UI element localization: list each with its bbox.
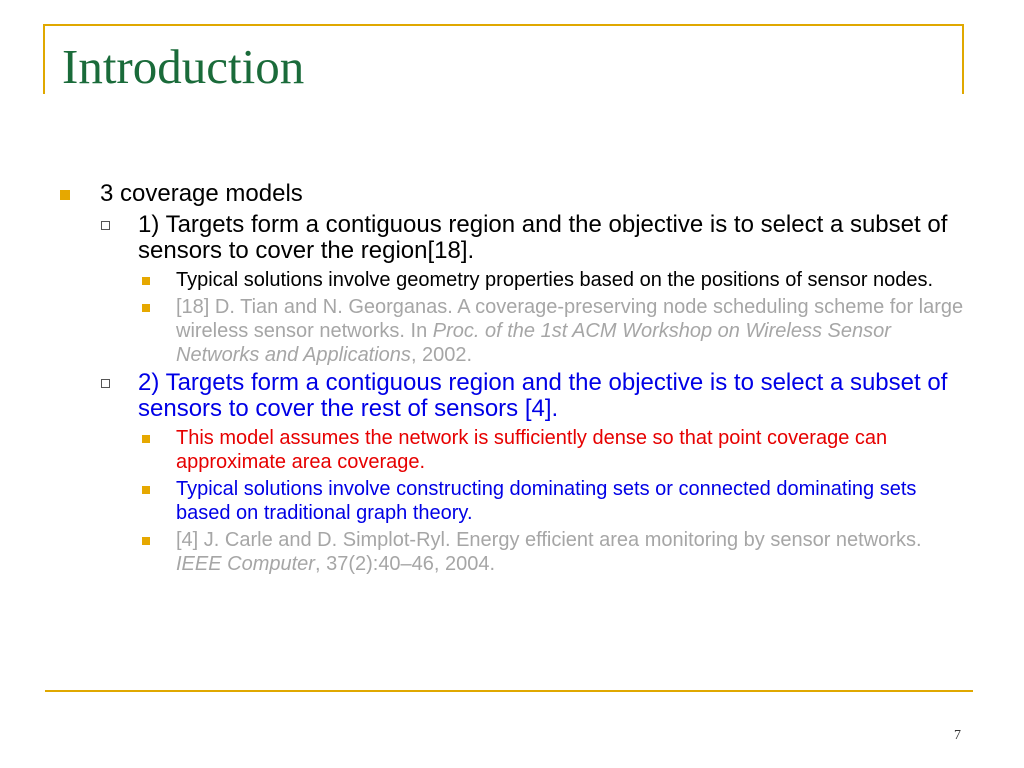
reference-text: [18] D. Tian and N. Georganas. A coverage-preserving node scheduling scheme for large wireless sensor networks. In	[176, 296, 964, 342]
hollow-square-bullet-icon	[101, 379, 110, 388]
reference-text: [4] J. Carle and D. Simplot-Ryl. Energy efficient area monitoring by sensor networks.	[176, 529, 922, 551]
bullet-text: Typical solutions involve constructing dominating sets or connected dominating sets based on traditional graph theory.	[176, 478, 917, 524]
bullet-text: 1) Targets form a contiguous region and the objective is to select a subset of sensors to cover the region[18].	[138, 211, 948, 264]
reference-venue: Proc. of the 1st ACM Workshop on Wireless Sensor Networks and Applications	[176, 320, 891, 366]
bullet-text: 3 coverage models	[100, 180, 303, 207]
square-bullet-icon	[60, 190, 70, 200]
bullet-model-2-reference	[60, 528, 970, 576]
page-number: 7	[954, 728, 961, 743]
bullet-model-2	[60, 370, 970, 422]
reference-details: , 37(2):40–46, 2004.	[314, 553, 496, 575]
bullet-list	[60, 180, 970, 579]
frame-top-rule	[43, 24, 964, 26]
bullet-model-1-reference	[60, 295, 970, 367]
bullet-model-1	[60, 212, 970, 264]
hollow-square-bullet-icon	[101, 221, 110, 230]
bullet-coverage-models	[60, 180, 970, 208]
reference-year: , 2002.	[410, 344, 473, 366]
square-bullet-icon	[142, 304, 150, 312]
square-bullet-icon	[142, 486, 150, 494]
bullet-text: This model assumes the network is sufficiently dense so that point coverage can approximate area coverage.	[176, 427, 888, 473]
square-bullet-icon	[142, 435, 150, 443]
bullet-model-2-assumption	[60, 426, 970, 474]
square-bullet-icon	[142, 537, 150, 545]
bullet-model-2-solution	[60, 477, 970, 525]
bullet-model-1-solution	[60, 268, 970, 292]
bottom-rule	[45, 690, 973, 692]
slide-title: Introduction	[62, 39, 305, 94]
square-bullet-icon	[142, 277, 150, 285]
bullet-text: Typical solutions involve geometry properties based on the positions of sensor nodes.	[176, 269, 934, 291]
frame-left-rule	[43, 24, 45, 94]
reference-venue: IEEE Computer	[176, 553, 315, 575]
bullet-text: 2) Targets form a contiguous region and the objective is to select a subset of sensors to cover the rest of sensors [4].	[138, 369, 948, 422]
frame-right-rule	[962, 24, 964, 94]
